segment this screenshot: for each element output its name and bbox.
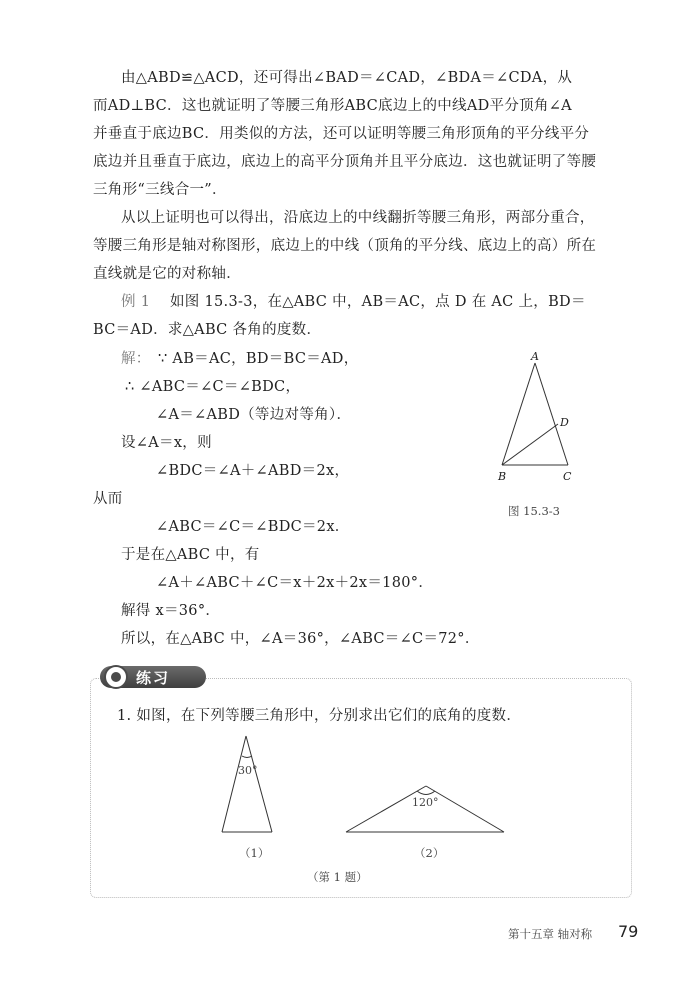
practice-question-1: 1. 如图，在下列等腰三角形中，分别求出它们的底角的度数． <box>117 708 522 724</box>
paragraph-1-line-5: 三角形“三线合一”． <box>93 182 227 198</box>
solution-step-9: ∠A＋∠ABC＋∠C＝x＋2x＋2x＝180°． <box>156 575 434 591</box>
paragraph-2-line-2: 等腰三角形是轴对称图形，底边上的中线（顶角的平分线、底边上的高）所在 <box>93 238 597 254</box>
footer-chapter: 第十五章 轴对称 <box>508 927 593 941</box>
solution-step-4: 设∠A＝x，则 <box>121 435 212 451</box>
practice-icon <box>104 665 128 689</box>
solution-label: 解： <box>121 351 151 367</box>
page-number: 79 <box>618 922 639 941</box>
angle-label-30: 30° <box>238 764 258 777</box>
point-c-label: C <box>563 470 572 483</box>
solution-step-1: ∵ AB＝AC，BD＝BC＝AD， <box>158 351 359 367</box>
isosceles-triangle-2 <box>346 786 504 832</box>
paragraph-1-line-1: 由△ABD≌△ACD，还可得出∠BAD＝∠CAD，∠BDA＝∠CDA，从 <box>121 70 573 86</box>
paragraph-1-line-3: 并垂直于底边BC．用类似的方法，还可以证明等腰三角形顶角的平分线平分 <box>93 126 590 142</box>
practice-figures <box>210 728 520 840</box>
question-figure-caption: （第 1 题） <box>307 870 368 884</box>
solution-step-10: 解得 x＝36°． <box>121 603 221 619</box>
solution-step-8: 于是在△ABC 中，有 <box>121 547 260 563</box>
figure-1-label: （1） <box>239 846 270 860</box>
figure-2-label: （2） <box>414 846 445 860</box>
paragraph-1-line-2: 而AD⊥BC．这也就证明了等腰三角形ABC底边上的中线AD平分顶角∠A <box>93 98 572 114</box>
point-a-label: A <box>531 350 539 363</box>
paragraph-2-line-3: 直线就是它的对称轴． <box>93 266 241 282</box>
solution-step-5: ∠BDC＝∠A＋∠ABD＝2x， <box>156 463 350 479</box>
isosceles-triangle-1 <box>222 736 272 832</box>
point-b-label: B <box>498 470 507 483</box>
example-label: 例 1 <box>121 294 151 310</box>
paragraph-2-line-1: 从以上证明也可以得出，沿底边上的中线翻折等腰三角形，两部分重合， <box>121 210 595 226</box>
point-d-label: D <box>560 416 569 429</box>
example-line-1: 如图 15.3-3，在△ABC 中，AB＝AC，点 D 在 AC 上，BD＝ <box>170 294 586 310</box>
angle-label-120: 120° <box>412 796 439 809</box>
solution-step-7: ∠ABC＝∠C＝∠BDC＝2x． <box>156 519 350 535</box>
paragraph-1-line-4: 底边并且垂直于底边，底边上的高平分顶角并且平分底边．这也就证明了等腰 <box>93 154 597 170</box>
example-line-2: BC＝AD．求△ABC 各角的度数． <box>93 322 322 338</box>
solution-step-6: 从而 <box>93 491 123 507</box>
practice-title: 练习 <box>136 669 171 687</box>
solution-step-3: ∠A＝∠ABD（等边对等角）． <box>156 407 352 423</box>
solution-step-2: ∴ ∠ABC＝∠C＝∠BDC， <box>125 379 301 395</box>
figure-caption: 图 15.3-3 <box>508 504 560 518</box>
solution-step-11: 所以，在△ABC 中，∠A＝36°，∠ABC＝∠C＝72°． <box>121 631 480 647</box>
